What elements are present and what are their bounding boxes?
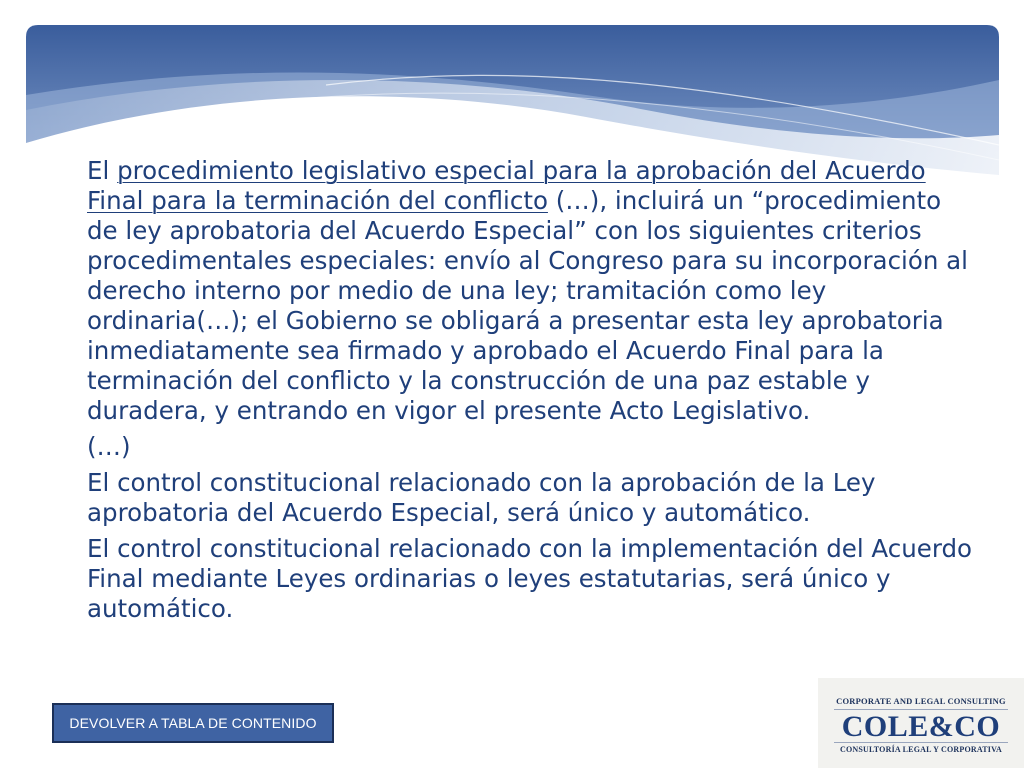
- paragraph-1: [87, 156, 972, 426]
- slide-body: [87, 156, 972, 630]
- paragraph-3: El control constitucional relacionado con la aprobación de la Ley aprobatoria del Acuerdo Especial, será único y automático.: [87, 468, 876, 527]
- logo-wordmark: COLE&CO: [834, 709, 1008, 743]
- paragraph-1-lead: El: [87, 156, 118, 185]
- paragraph-1-rest: (…), incluirá un “procedimiento de ley aprobatoria del Acuerdo Especial” con los siguientes criterios procedimentales especiales: envío al Congreso para su incorporación al derecho interno por medio de una ley; tramitación como ley ordinaria(…); el Gobierno se obligará a presentar esta ley aprobatoria inmediatamente sea firmado y aprobado el Acuerdo Final para la terminación del conflicto y la construcción de una paz estable y duradera, y entrando en vigor el presente Acto Legislativo.: [87, 186, 968, 425]
- paragraph-4: El control constitucional relacionado con la implementación del Acuerdo Final mediante Leyes ordinarias o leyes estatutarias, será único y automático.: [87, 534, 973, 623]
- header-banner: [26, 25, 999, 175]
- logo-tagline-top: CORPORATE AND LEGAL CONSULTING: [836, 696, 1006, 706]
- company-logo: [818, 678, 1024, 768]
- paragraph-2: (…): [87, 432, 131, 461]
- underlined-phrase: procedimiento legislativo especial para la aprobación del Acuerdo Final para la terminación del conflicto: [87, 156, 926, 215]
- logo-tagline-bottom: CONSULTORÍA LEGAL Y CORPORATIVA: [839, 745, 1003, 754]
- back-to-contents-button[interactable]: DEVOLVER A TABLA DE CONTENIDO: [52, 703, 334, 743]
